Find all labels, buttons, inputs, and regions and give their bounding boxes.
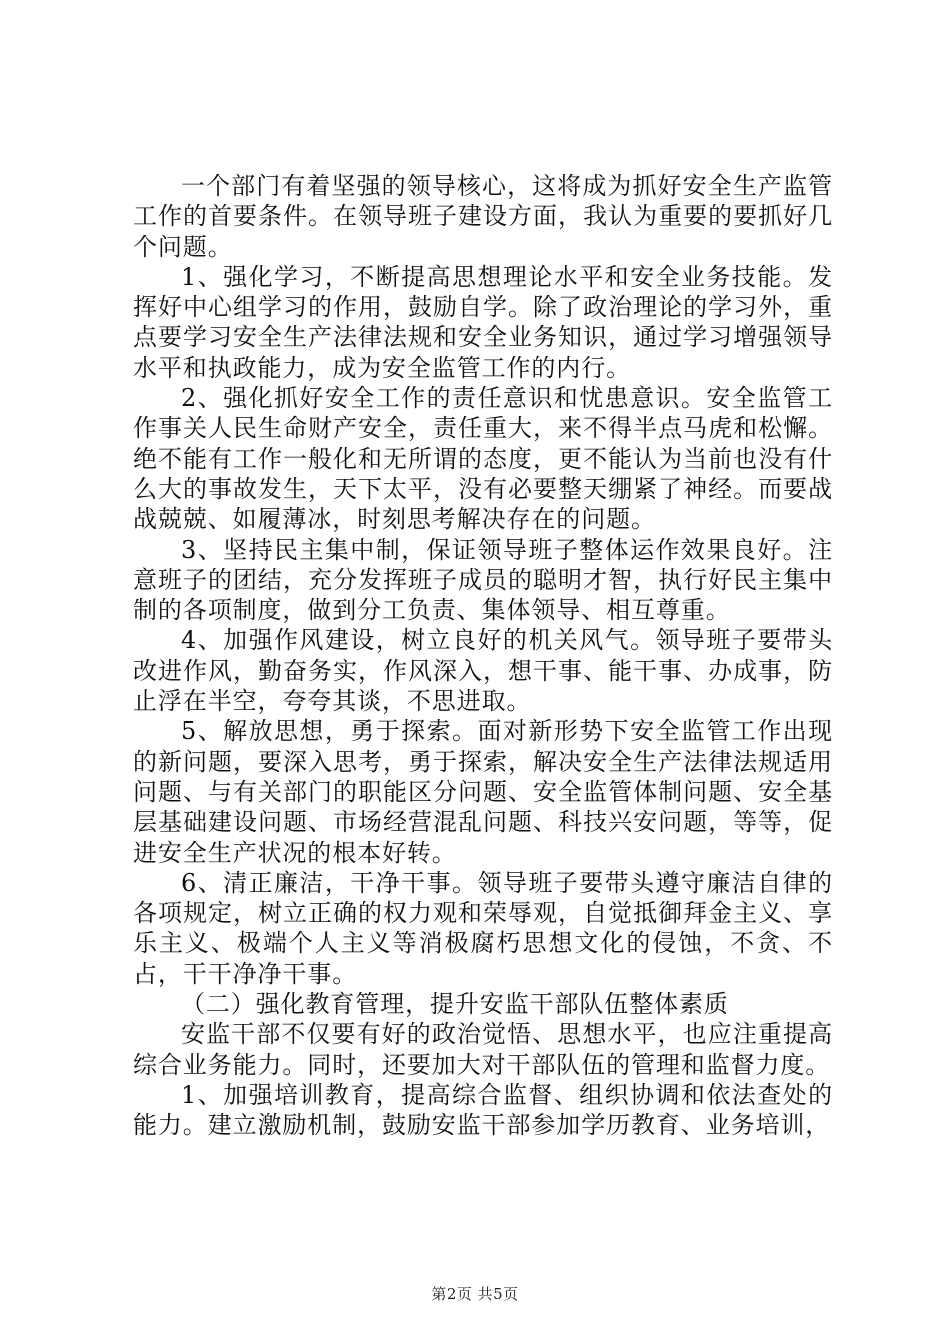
- paragraph-item-1: 1、强化学习，不断提高思想理论水平和安全业务技能。发挥好中心组学习的作用，鼓励自学。除了政治理论的学习外，重点要学习安全生产法律法规和安全业务知识，通过学习增强领导水平和执政能力，成为安全监管工作的内行。: [133, 262, 833, 382]
- paragraph-intro: 一个部门有着坚强的领导核心，这将成为抓好安全生产监管工作的首要条件。在领导班子建设方面，我认为重要的要抓好几个问题。: [133, 172, 833, 261]
- paragraph-item-5: 5、解放思想，勇于探索。面对新形势下安全监管工作出现的新问题，要深入思考，勇于探索，解决安全生产法律法规适用问题、与有关部门的职能区分问题、安全监管体制问题、安全基层基础建设问题、市场经营混乱问题、科技兴安问题，等等，促进安全生产状况的根本好转。: [133, 717, 833, 867]
- document-body: [133, 171, 833, 1141]
- paragraph-section-item-1: 1、加强培训教育，提高综合监督、组织协调和依法查处的能力。建立激励机制，鼓励安监干部参加学历教育、业务培训，: [133, 1080, 833, 1140]
- paragraph-item-2: 2、强化抓好安全工作的责任意识和忧患意识。安全监管工作事关人民生命财产安全，责任重大，来不得半点马虎和松懈。绝不能有工作一般化和无所谓的态度，更不能认为当前也没有什么大的事故发生，天下太平，没有必要整天绷紧了神经。而要战战兢兢、如履薄冰，时刻思考解决存在的问题。: [133, 384, 833, 534]
- page-footer: 第2页 共5页: [431, 1285, 519, 1303]
- paragraph-item-4: 4、加强作风建设，树立良好的机关风气。领导班子要带头改进作风，勤奋务实，作风深入，想干事、能干事、办成事，防止浮在半空，夸夸其谈，不思进取。: [133, 626, 833, 716]
- paragraph-section-intro: 安监干部不仅要有好的政治觉悟、思想水平，也应注重提高综合业务能力。同时，还要加大对干部队伍的管理和监督力度。: [133, 1020, 833, 1079]
- paragraph-item-6: 6、清正廉洁，干净干事。领导班子要带头遵守廉洁自律的各项规定，树立正确的权力观和荣辱观，自觉抵御拜金主义、享乐主义、极端个人主义等消极腐朽思想文化的侵蚀，不贪、不占，干干净净干事。: [133, 868, 833, 988]
- paragraph-item-3: 3、坚持民主集中制，保证领导班子整体运作效果良好。注意班子的团结，充分发挥班子成员的聪明才智，执行好民主集中制的各项制度，做到分工负责、集体领导、相互尊重。: [133, 535, 833, 625]
- section-heading: （二）强化教育管理，提升安监干部队伍整体素质: [181, 990, 729, 1019]
